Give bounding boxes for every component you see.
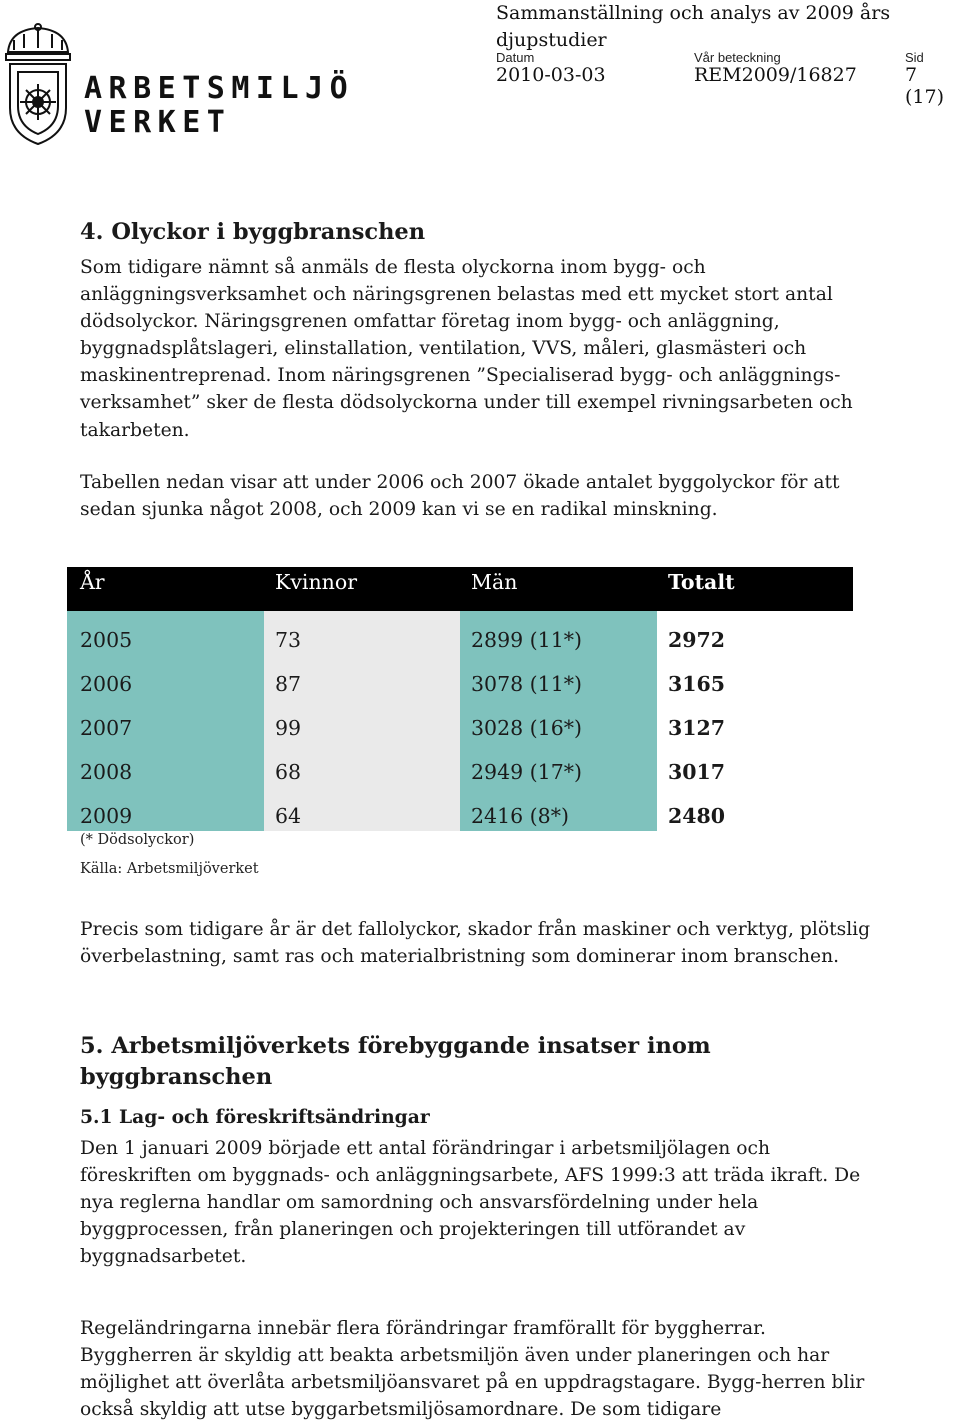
table-row bbox=[67, 655, 853, 699]
cell-women: 64 bbox=[264, 787, 460, 831]
cell-men: 2949 (17*) bbox=[460, 743, 657, 787]
cell-men: 2899 (11*) bbox=[460, 611, 657, 655]
section-5-1-paragraph-2: Regeländringarna innebär flera förändringar framförallt för byggherrar. Byggherren är skyldig att beakta arbetsmiljön även under planeringen och har möjlighet att överlåta arbetsmiljöansvaret på en uppdragstagare. Bygg-herren blir också skyldig att utse byggarbetsmiljösamordnare. De som tidigare bbox=[80, 1318, 865, 1421]
reference-value: REM2009/16827 bbox=[694, 64, 857, 86]
section-4-paragraph-1: Som tidigare nämnt så anmäls de flesta olyckorna inom bygg- och anläggningsverksamhet och näringsgrenen belastas med ett mycket stort antal dödsolyckor. Näringsgrenen omfattar företag inom bygg- och anläggning, byggnadsplåtslageri, elinstallation, ventilation, VVS, måleri, glasmästeri och maskinentreprenad. Inom näringsgrenen ”Specialiserad bygg- och anläggnings-verksamhet” sker de flesta dödsolyckorna under till exempel rivningsarbeten och takarbeten. bbox=[80, 257, 853, 441]
table-row bbox=[67, 743, 853, 787]
cell-year: 2009 bbox=[67, 787, 264, 831]
cell-women: 73 bbox=[264, 611, 460, 655]
table-row bbox=[67, 611, 853, 655]
column-header-women: Kvinnor bbox=[275, 570, 357, 594]
cell-total: 3017 bbox=[657, 743, 853, 787]
cell-women: 68 bbox=[264, 743, 460, 787]
section-5-heading: 5. Arbetsmiljöverkets förebyggande insatser inom byggbranschen bbox=[80, 1033, 711, 1090]
cell-men: 2416 (8*) bbox=[460, 787, 657, 831]
date-value: 2010-03-03 bbox=[496, 64, 606, 86]
date-label: Datum bbox=[496, 50, 535, 65]
cell-year: 2006 bbox=[67, 655, 264, 699]
cell-total: 3165 bbox=[657, 655, 853, 699]
cell-year: 2005 bbox=[67, 611, 264, 655]
cell-men: 3028 (16*) bbox=[460, 699, 657, 743]
cell-year: 2008 bbox=[67, 743, 264, 787]
cell-men: 3078 (11*) bbox=[460, 655, 657, 699]
table-header-row bbox=[67, 567, 853, 611]
section-5-1-paragraph-1: Den 1 januari 2009 började ett antal förändringar i arbetsmiljölagen och föreskriften om byggnads- och anläggningsarbete, AFS 1999:3 att träda ikraft. De nya reglerna handlar om samordning och ansvarsfördelning under hela byggprocessen, från planeringen och projekteringen till utförandet av byggnadsarbetet. bbox=[80, 1138, 861, 1268]
logo-wordmark-line2: VERKET bbox=[84, 105, 232, 140]
column-header-year: År bbox=[80, 570, 105, 594]
table-source: Källa: Arbetsmiljöverket bbox=[80, 861, 259, 877]
section-4-paragraph-2: Tabellen nedan visar att under 2006 och 2007 ökade antalet byggolyckor för att sedan sjunka något 2008, och 2009 kan vi se en radikal minskning. bbox=[80, 472, 840, 521]
reference-label: Vår beteckning bbox=[694, 50, 781, 65]
column-header-total: Totalt bbox=[668, 570, 735, 594]
cell-total: 2480 bbox=[657, 787, 853, 831]
cell-year: 2007 bbox=[67, 699, 264, 743]
document-title: Sammanställning och analys av 2009 års djupstudier bbox=[496, 2, 891, 51]
cell-women: 87 bbox=[264, 655, 460, 699]
column-header-men: Män bbox=[471, 570, 518, 594]
cell-women: 99 bbox=[264, 699, 460, 743]
cell-total: 3127 bbox=[657, 699, 853, 743]
table-footnote: (* Dödsolyckor) bbox=[80, 832, 195, 848]
accident-table bbox=[67, 567, 853, 831]
page-label: Sid bbox=[905, 50, 924, 65]
paragraph-accident-types: Precis som tidigare år är det fallolyckor, skador från maskiner och verktyg, plötslig överbelastning, samt ras och materialbristning som dominerar inom branschen. bbox=[80, 919, 871, 968]
logo-wordmark-line1: ARBETSMILJÖ bbox=[84, 71, 355, 106]
cell-total: 2972 bbox=[657, 611, 853, 655]
page-number: 7 (17) bbox=[905, 64, 945, 108]
table-row bbox=[67, 787, 853, 831]
section-5-1-heading: 5.1 Lag- och föreskriftsändringar bbox=[80, 1106, 430, 1128]
crowned-shield-logo-icon bbox=[0, 22, 76, 146]
section-4-heading: 4. Olyckor i byggbranschen bbox=[80, 219, 426, 245]
table-row bbox=[67, 699, 853, 743]
